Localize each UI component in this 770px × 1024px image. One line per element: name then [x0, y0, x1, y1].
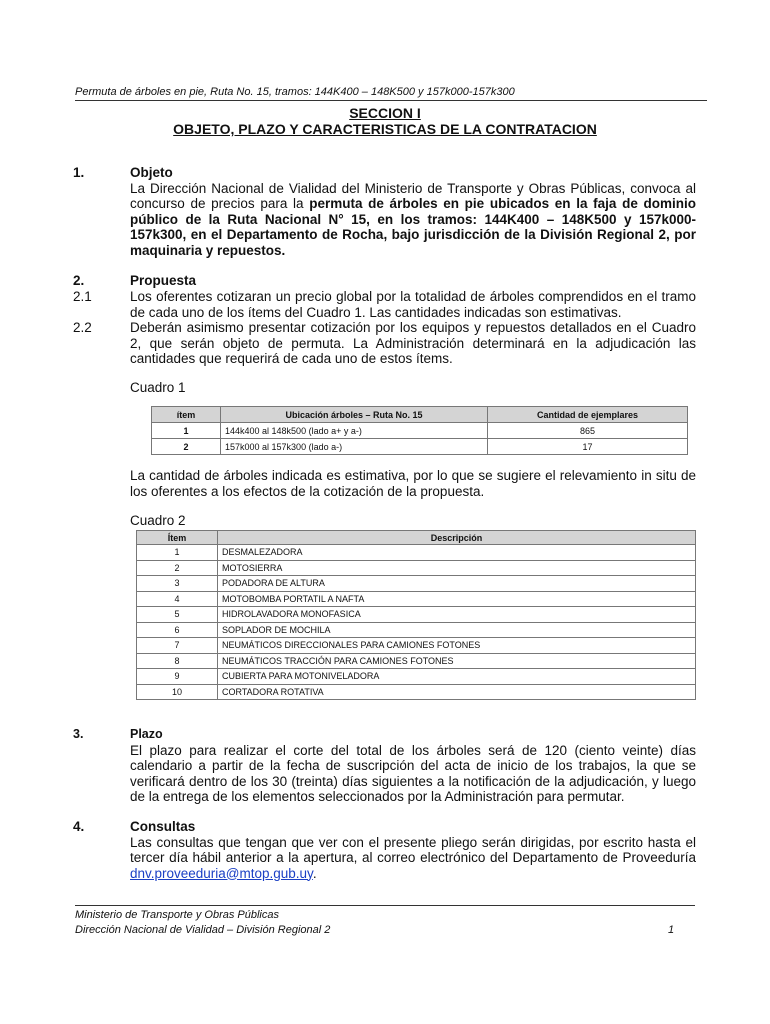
- section-3-heading: Plazo: [130, 727, 163, 741]
- section-1-heading: Objeto: [130, 165, 173, 180]
- cell-item: 5: [137, 607, 218, 623]
- col-header-descripcion: Descripción: [218, 531, 696, 545]
- table-row: [137, 684, 696, 700]
- cuadro-1-note: La cantidad de árboles indicada es estimativa, por lo que se sugiere el relevamiento in situ de los oferentes a los efectos de la cotización de la propuesta.: [130, 468, 696, 499]
- cuadro-2-caption: Cuadro 2: [130, 513, 186, 528]
- email-link[interactable]: dnv.proveeduria@mtop.gub.uy: [130, 865, 313, 881]
- table-row: [152, 423, 688, 439]
- cell-item: 4: [137, 591, 218, 607]
- footer-division: Dirección Nacional de Vialidad – División Regional 2: [75, 924, 331, 936]
- table-row: [137, 607, 696, 623]
- cuadro-1-table: [151, 406, 688, 455]
- section-3-plazo: [130, 727, 696, 805]
- section-4-number: 4.: [73, 819, 85, 834]
- item-2-2-text: Deberán asimismo presentar cotización por los equipos y repuestos detallados en el Cuadro 2, que serán objeto de permuta. La Administración determinará en la adjudicación las cantidades que requerirá de cada uno de estos ítems.: [130, 320, 696, 366]
- table-row: [137, 669, 696, 685]
- table-row: [137, 576, 696, 592]
- section-1-text: [130, 181, 696, 259]
- page-number: 1: [668, 924, 675, 936]
- cell-desc: DESMALEZADORA: [218, 545, 696, 561]
- footer-divider: [75, 905, 695, 906]
- item-2-1-text: Los oferentes cotizaran un precio global por la totalidad de árboles comprendidos en el tramo de cada uno de los ítems del Cuadro 1. Las cantidades indicadas son estimativas.: [130, 289, 696, 320]
- col-header-cantidad: Cantidad de ejemplares: [488, 407, 688, 423]
- cell-desc: HIDROLAVADORA MONOFASICA: [218, 607, 696, 623]
- cell-desc: MOTOSIERRA: [218, 560, 696, 576]
- table-row: [137, 591, 696, 607]
- cell-item: 8: [137, 653, 218, 669]
- cell-item: 9: [137, 669, 218, 685]
- table-row: [152, 439, 688, 455]
- cuadro-1-header-row: [152, 407, 688, 423]
- cell-item: 3: [137, 576, 218, 592]
- cell-desc: PODADORA DE ALTURA: [218, 576, 696, 592]
- section-3-text: El plazo para realizar el corte del total de los árboles será de 120 (ciento veinte) días calendario a partir de la fecha de suscripción del acta de inicio de los trabajos, la que se verificará dentro de los 30 (treinta) días siguientes a la notificación de la adjudicación, y luego de la entrega de los elementos seleccionados por la Administración para permutar.: [130, 742, 696, 804]
- footer-ministry: Ministerio de Transporte y Obras Públicas: [75, 909, 279, 921]
- section-2-number: 2.: [73, 273, 85, 288]
- cuadro-1-caption: Cuadro 1: [130, 380, 186, 395]
- cell-ubicacion: 144k400 al 148k500 (lado a+ y a-): [221, 423, 488, 439]
- section-4-heading: Consultas: [130, 819, 196, 834]
- cell-item: 6: [137, 622, 218, 638]
- cuadro-2-table: [136, 530, 696, 700]
- section-1-number: 1.: [73, 165, 85, 180]
- section-4-text: [130, 835, 696, 882]
- section-1-objeto: [130, 165, 696, 258]
- section-title: SECCION I: [349, 105, 421, 121]
- cell-item: 10: [137, 684, 218, 700]
- cell-desc: NEUMÁTICOS TRACCIÓN PARA CAMIONES FOTONES: [218, 653, 696, 669]
- item-2-2-number: 2.2: [73, 320, 92, 335]
- table-row: [137, 638, 696, 654]
- cell-ubicacion: 157k000 al 157k300 (lado a-): [221, 439, 488, 455]
- cuadro-2-header-row: [137, 531, 696, 545]
- section-subtitle: OBJETO, PLAZO Y CARACTERISTICAS DE LA CONTRATACION: [173, 121, 597, 137]
- cell-item: 7: [137, 638, 218, 654]
- section-2-heading-block: [130, 273, 696, 289]
- cell-item: 2: [152, 439, 221, 455]
- col-header-item: Ítem: [137, 531, 218, 545]
- cell-desc: SOPLADOR DE MOCHILA: [218, 622, 696, 638]
- cell-desc: MOTOBOMBA PORTATIL A NAFTA: [218, 591, 696, 607]
- running-header: Permuta de árboles en pie, Ruta No. 15, tramos: 144K400 – 148K500 y 157k000-157k300: [75, 86, 707, 101]
- cell-desc: CORTADORA ROTATIVA: [218, 684, 696, 700]
- table-row: [137, 560, 696, 576]
- col-header-ubicacion: Ubicación árboles – Ruta No. 15: [221, 407, 488, 423]
- section-1-text-bold: permuta de árboles en pie ubicados en la faja de dominio público de la Ruta Nacional N° 15, en los tramos: 144K400 – 148K500 y 157k000-157k300, en el Departamento de Rocha, bajo jurisdicción de la División Regional 2, por maquinaria y repuestos.: [130, 196, 696, 258]
- section-4-text-end: .: [312, 865, 317, 881]
- section-2-heading: Propuesta: [130, 273, 197, 288]
- cell-item: 1: [137, 545, 218, 561]
- cell-desc: NEUMÁTICOS DIRECCIONALES PARA CAMIONES FOTONES: [218, 638, 696, 654]
- section-1-text-plain: La Dirección Nacional de Vialidad del Ministerio de Transporte y Obras Públicas, convoca al concurso de precios para la: [130, 180, 696, 211]
- cell-desc: CUBIERTA PARA MOTONIVELADORA: [218, 669, 696, 685]
- item-2-1-number: 2.1: [73, 289, 92, 304]
- table-row: [137, 545, 696, 561]
- col-header-item: ítem: [152, 407, 221, 423]
- section-4-text-plain: Las consultas que tengan que ver con el presente pliego serán dirigidas, por escrito hasta el tercer día hábil anterior a la apertura, al correo electrónico del Departamento de Proveeduría: [130, 834, 696, 865]
- cell-cantidad: 865: [488, 423, 688, 439]
- table-row: [137, 653, 696, 669]
- section-4-consultas: [130, 819, 696, 881]
- cell-cantidad: 17: [488, 439, 688, 455]
- table-row: [137, 622, 696, 638]
- cell-item: 2: [137, 560, 218, 576]
- section-3-number: 3.: [73, 727, 84, 741]
- cell-item: 1: [152, 423, 221, 439]
